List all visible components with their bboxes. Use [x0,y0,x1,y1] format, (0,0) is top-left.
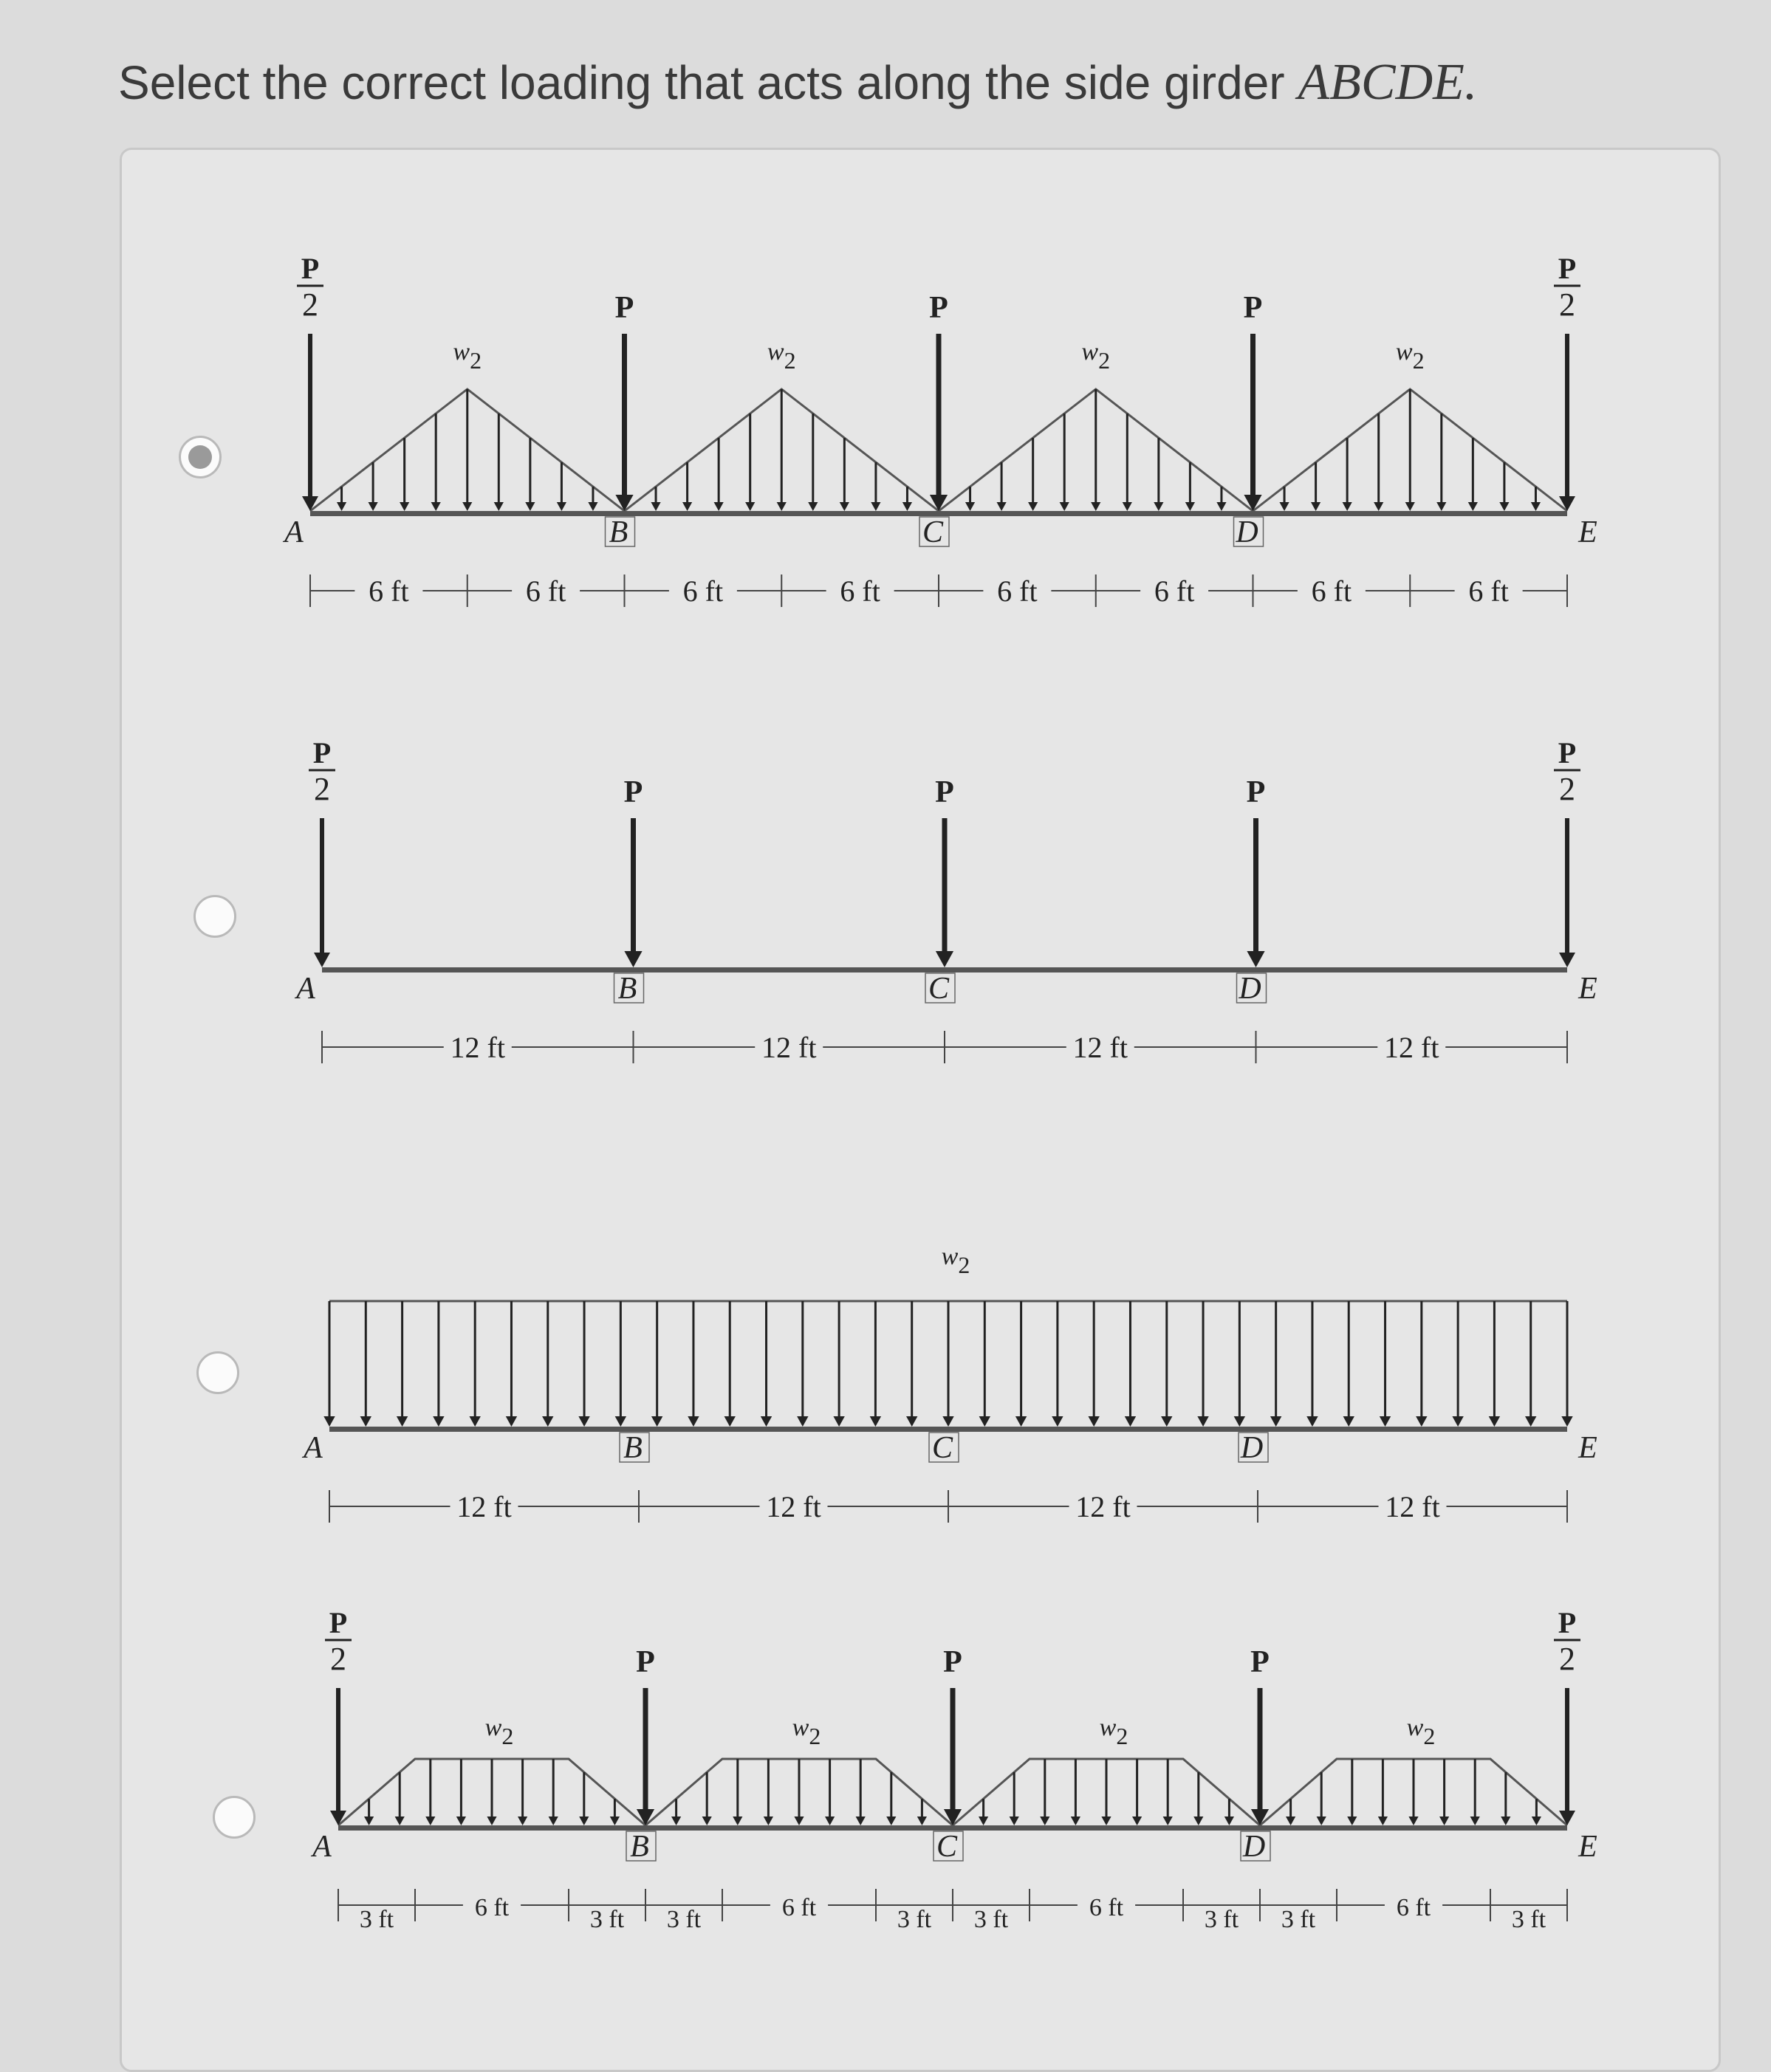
load-arrow-head [494,502,504,511]
load-arrow-head [369,502,378,511]
load-arrow-head [764,1817,773,1825]
span-label: 12 ft [766,1490,821,1523]
load-arrow-head [1468,502,1478,511]
load-arrow-head [1279,502,1289,511]
load-arrow-head [518,1817,527,1825]
span-label: 6 ft [781,1894,817,1921]
end-load-E-num: P [1558,1606,1577,1639]
load-arrow-head [1060,502,1069,511]
span-label: 12 ft [456,1490,512,1523]
load-arrow-head [323,1416,335,1427]
option-d-diagram [310,1606,1597,1933]
end-load-A-num: P [329,1606,348,1639]
point-label-A: A [312,1830,332,1864]
distributed-load-label: w2 [1395,338,1425,374]
point-load-label: P [943,1645,962,1679]
point-load-label: P [1250,1645,1270,1679]
point-label-B: B [609,515,628,549]
load-arrow-head [557,502,566,511]
span-label: 6 ft [369,574,409,608]
load-arrow-head [1197,1416,1208,1427]
load-arrow-head [425,1817,435,1825]
distributed-load-label: w2 [1081,338,1111,374]
load-arrow-head [777,502,787,511]
end-load-arrow-A-head [314,953,330,967]
load-arrow-head [1052,1416,1063,1427]
distributed-load-label: w2 [792,1714,821,1749]
end-load-arrow-E-head [1559,1811,1575,1825]
load-arrow-head [1378,1817,1388,1825]
end-load-A-num: P [312,736,332,769]
load-arrow-head [1489,1416,1500,1427]
span-label: 3 ft [589,1906,625,1933]
load-arrow-head [1531,502,1541,511]
load-arrow-head [1343,502,1352,511]
distributed-load-label: w2 [484,1714,514,1749]
load-arrow-head [542,1416,553,1427]
load-arrow-head [1380,1416,1391,1427]
load-arrow-head [797,1416,808,1427]
load-arrow-head [833,1416,844,1427]
load-arrow-head [1532,1817,1541,1825]
span-label: 3 ft [666,1906,702,1933]
load-arrow-head [431,502,441,511]
load-arrow-head [870,1416,881,1427]
point-load-label: P [636,1645,655,1679]
load-arrow-head [682,502,692,511]
load-arrow-head [1028,502,1038,511]
span-label: 3 ft [1204,1906,1239,1933]
end-load-arrow-E-head [1559,953,1575,967]
load-arrow-head [1452,1416,1463,1427]
load-arrow-head [1416,1416,1427,1427]
point-label-A: A [296,972,315,1006]
point-load-label: P [929,291,948,325]
load-arrow-head [1091,502,1100,511]
end-load-A-den: 2 [302,287,318,323]
load-arrow-head [487,1817,496,1825]
load-arrow-head [469,1416,480,1427]
point-label-C: C [922,515,944,549]
point-label-D: D [1236,515,1258,549]
distributed-load-label-sub: 2 [1412,347,1425,374]
load-arrow-head [1071,1817,1080,1825]
distributed-load-label: w2 [941,1243,970,1278]
span-label: 12 ft [1075,1490,1131,1523]
load-arrow-head [337,502,346,511]
load-arrow-head [1408,1817,1418,1825]
load-arrow-head [1163,1817,1173,1825]
distributed-load-label-sub: 2 [1423,1723,1436,1749]
load-arrow-head [840,502,849,511]
load-arrow-head [506,1416,517,1427]
question-prompt: Select the correct loading that acts along the side girder [118,56,1285,109]
span-label: 12 ft [761,1031,817,1064]
load-arrow-head [671,1817,681,1825]
load-arrow-head [1436,502,1446,511]
end-load-arrow-A-head [330,1811,346,1825]
point-load-label: P [1243,291,1263,325]
load-arrow-head [1270,1416,1281,1427]
distributed-load-label: w2 [1099,1714,1128,1749]
span-label: 6 ft [840,574,880,608]
point-label-C: C [931,1431,953,1465]
distributed-load-label-sub: 2 [809,1723,821,1749]
load-arrow-head [1525,1416,1536,1427]
point-load-arrow-head [637,1809,654,1825]
point-label-C: C [928,972,950,1006]
option-c-diagram [301,1243,1597,1523]
span-label: 3 ft [1511,1906,1546,1933]
load-arrow-head [1193,1817,1203,1825]
load-arrow-head [1286,1817,1295,1825]
point-label-B: B [617,972,637,1006]
point-label-A: A [304,1431,323,1465]
load-arrow-head [1185,502,1195,511]
load-arrow-head [825,1817,835,1825]
option-b-diagram [294,736,1597,1064]
span-label: 6 ft [525,574,566,608]
load-arrow-head [395,1817,405,1825]
end-load-A-den: 2 [330,1641,346,1677]
load-arrow-head [364,1817,374,1825]
distributed-load-label-sub: 2 [958,1252,970,1278]
load-arrow-head [733,1817,742,1825]
load-arrow-head [578,1416,589,1427]
load-arrow-head [794,1817,804,1825]
point-label-C: C [936,1830,958,1864]
load-arrow-head [549,1817,558,1825]
load-arrow-head [871,502,880,511]
point-label-D: D [1240,1431,1264,1465]
end-load-A-den: 2 [314,771,330,807]
load-arrow-head [1561,1416,1572,1427]
load-arrow-head [456,1817,466,1825]
load-arrow-head [1347,1817,1357,1825]
distributed-load-label-sub: 2 [470,347,482,374]
load-arrow-head [1405,502,1415,511]
point-load-label: P [623,775,643,809]
option-a-diagram [282,252,1597,608]
load-arrow-head [1216,502,1226,511]
girder-name: ABCDE. [1298,54,1478,111]
point-label-E: E [1578,515,1597,549]
load-arrow-head [579,1817,589,1825]
span-label: 12 ft [450,1031,505,1064]
load-arrow-head [1374,502,1383,511]
point-load-arrow-head [615,495,633,511]
load-arrow-head [1154,502,1163,511]
span-label: 12 ft [1384,1031,1439,1064]
point-load-label: P [1246,775,1266,809]
end-load-arrow-A-head [302,496,318,511]
load-arrow-head [400,502,409,511]
point-load-arrow-head [624,951,642,967]
load-arrow-head [615,1416,626,1427]
span-label: 12 ft [1385,1490,1440,1523]
span-label: 6 ft [1468,574,1509,608]
point-label-E: E [1578,1431,1597,1465]
point-load-arrow-head [1244,495,1261,511]
load-arrow-head [462,502,472,511]
load-arrow-head [1125,1416,1136,1427]
load-arrow-head [1224,1817,1234,1825]
load-arrow-head [714,502,724,511]
load-arrow-head [1317,1817,1326,1825]
load-arrow-head [1311,502,1320,511]
point-load-label: P [935,775,954,809]
load-arrow-head [1499,502,1509,511]
distributed-load-label: w2 [453,338,482,374]
point-load-arrow-head [1251,1809,1269,1825]
load-arrow-head [965,502,975,511]
load-arrow-head [588,502,597,511]
load-arrow-head [702,1817,712,1825]
distributed-load-label: w2 [767,338,796,374]
load-arrow-head [1015,1416,1027,1427]
distributed-load-label: w2 [1406,1714,1436,1749]
load-arrow-head [1132,1817,1142,1825]
load-arrow-head [525,502,535,511]
span-label: 3 ft [359,1906,394,1933]
load-arrow-head [1088,1416,1099,1427]
load-arrow-head [1501,1817,1510,1825]
load-arrow-head [610,1817,620,1825]
load-arrow-head [651,1416,662,1427]
span-label: 6 ft [682,574,724,608]
span-label: 3 ft [973,1906,1009,1933]
end-load-E-den: 2 [1559,771,1575,807]
end-load-E-den: 2 [1559,1641,1575,1677]
load-arrow-head [979,1416,990,1427]
load-arrow-head [902,502,912,511]
point-label-A: A [284,515,304,549]
span-label: 3 ft [1281,1906,1316,1933]
span-label: 6 ft [1396,1894,1431,1921]
end-load-E-num: P [1558,252,1577,285]
load-arrow-head [745,502,755,511]
point-load-arrow-head [944,1809,962,1825]
load-arrow-head [979,1817,988,1825]
load-arrow-head [397,1416,408,1427]
span-label: 12 ft [1072,1031,1128,1064]
load-arrow-head [1470,1817,1480,1825]
point-load-arrow-head [1247,951,1264,967]
load-arrow-head [1439,1817,1449,1825]
load-arrow-head [1040,1817,1049,1825]
load-arrow-head [651,502,660,511]
load-arrow-head [906,1416,917,1427]
point-label-B: B [623,1431,643,1465]
load-arrow-head [761,1416,772,1427]
span-label: 6 ft [474,1894,510,1921]
point-label-D: D [1242,1830,1266,1864]
span-label: 3 ft [897,1906,932,1933]
point-label-B: B [630,1830,649,1864]
end-load-E-num: P [1558,736,1577,769]
load-arrow-head [942,1416,953,1427]
point-label-E: E [1578,972,1597,1006]
distributed-load-label-sub: 2 [501,1723,514,1749]
load-arrow-head [1101,1817,1111,1825]
end-load-arrow-E-head [1559,496,1575,511]
span-label: 6 ft [1311,574,1352,608]
load-arrow-head [1123,502,1132,511]
end-load-A-num: P [301,252,320,285]
load-arrow-head [433,1416,444,1427]
load-arrow-head [1306,1416,1318,1427]
load-arrow-head [724,1416,736,1427]
span-label: 6 ft [1089,1894,1124,1921]
load-arrow-head [917,1817,927,1825]
load-arrow-head [997,502,1007,511]
load-arrow-head [808,502,818,511]
point-label-E: E [1578,1830,1597,1864]
load-arrow-head [360,1416,371,1427]
load-arrow-head [1234,1416,1245,1427]
load-arrow-head [1343,1416,1354,1427]
end-load-E-den: 2 [1559,287,1575,323]
point-load-arrow-head [930,495,948,511]
load-arrow-head [886,1817,896,1825]
point-load-arrow-head [936,951,953,967]
span-label: 6 ft [997,574,1038,608]
distributed-load-label-sub: 2 [784,347,796,374]
load-arrow-head [1010,1817,1019,1825]
point-label-D: D [1239,972,1261,1006]
point-load-label: P [614,291,634,325]
distributed-load-label-sub: 2 [1116,1723,1128,1749]
span-label: 6 ft [1154,574,1195,608]
distributed-load-label-sub: 2 [1098,347,1111,374]
load-arrow-head [856,1817,866,1825]
load-arrow-head [1161,1416,1172,1427]
load-arrow-head [688,1416,699,1427]
